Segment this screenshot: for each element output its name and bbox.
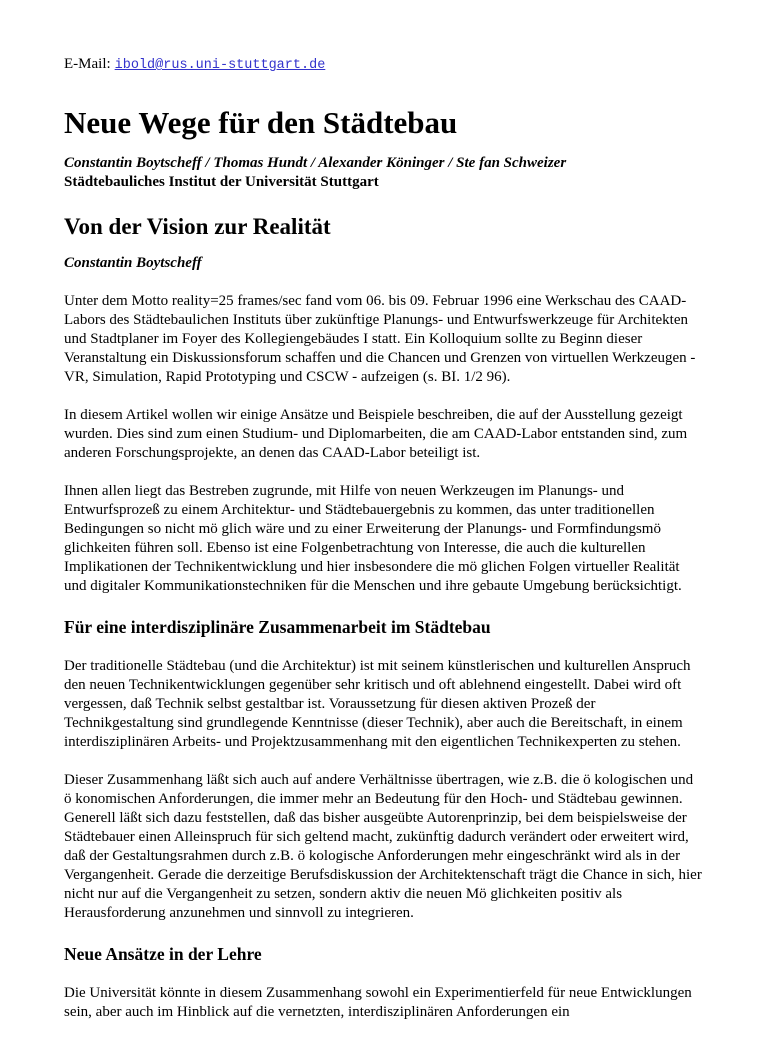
email-link[interactable]: ibold@rus.uni-stuttgart.de xyxy=(114,58,326,73)
paragraph: Unter dem Motto reality=25 frames/sec fand vom 06. bis 09. Februar 1996 eine Werkschau des CAAD-Labors des Städtebaulichen Instituts über zukünftige Planungs- und Entwurfswerkzeuge für Architekten und Stadtplaner im Foyer des Kollegiengebäudes I statt. Ein Kolloquium sollte zu Beginn dieser Veranstaltung ein Diskussionsforum schaffen und die Chancen und Grenzen von virtuellen Werkzeugen - VR, Simulation, Rapid Prototyping und CSCW - aufzeigen (s. BI. 1/2 96). xyxy=(64,293,696,385)
email-label: E-Mail: xyxy=(64,56,111,72)
section-byline: Constantin Boytscheff xyxy=(64,255,202,271)
section-heading-neue-ansaetze: Neue Ansätze in der Lehre xyxy=(64,944,262,964)
paragraph: Der traditionelle Städtebau (und die Architektur) ist mit seinem künstlerischen und kulturellen Anspruch den neuen Technikentwicklungen gegenüber sehr kritisch und oft ablehnend eingestellt. Dabei wird oft vergessen, daß Technik selbst gestaltbar ist. Voraussetzung für diesen aktiven Prozeß der Technikgestaltung sind grundlegende Kenntnisse (dieser Technik), aber auch die Bereitschaft, in einem interdisziplinären Arbeits- und Projektzusammenhang mit den eigentlichen Technikexperten zu stehen. xyxy=(64,658,691,750)
paragraph: Dieser Zusammenhang läßt sich auch auf andere Verhältnisse übertragen, wie z.B. die ö kologischen und ö konomischen Anforderungen, die immer mehr an Bedeutung für den Hoch- und Städtebau gewinnen. Generell läßt sich dazu feststellen, daß das bisher ausgeübte Autorenprinzip, bei dem beispielsweise der Städtebauer einen Alleinspruch für sich geltend macht, zukünftig dadurch verändert oder erweitert wird, daß der Gestaltungsrahmen durch z.B. ö kologische Anforderungen mehr eingeschränkt wird als in der Vergangenheit. Gerade die derzeitige Berufsdiskussion der Architektenschaft trägt die Chance in sich, hier nicht nur auf die Vergangenheit zu setzen, sondern aktiv die neuen Mö glichkeiten positiv als Herausforderung anzunehmen und sinnvoll zu integrieren. xyxy=(64,772,702,921)
paragraph: Ihnen allen liegt das Bestreben zugrunde, mit Hilfe von neuen Werkzeugen im Planungs- und Entwurfsprozeß zu einem Architektur- und Städtebauergebnis zu kommen, das unter traditionellen Bedingungen so nicht mö glich wäre und zu einer Erweiterung der Planungs- und Formfindungsmö glichkeiten führen soll. Ebenso ist eine Folgenbetrachtung von Interesse, die auch die kulturellen Implikationen der Technikentwicklung und hier insbesondere die mö glichen Folgen virtueller Realität und digitaler Kommunikationstechniken für die Menschen und ihre gebaute Umgebung berücksichtigt. xyxy=(64,483,682,594)
email-line xyxy=(64,55,704,75)
paragraph: Die Universität könnte in diesem Zusammenhang sowohl ein Experimentierfeld für neue Entwicklungen sein, aber auch im Hinblick auf die vernetzten, interdisziplinären Anforderungen ein xyxy=(64,985,692,1020)
institute-line: Städtebauliches Institut der Universität Stuttgart xyxy=(64,174,379,190)
page-title: Neue Wege für den Städtebau xyxy=(64,105,458,140)
authors-line: Constantin Boytscheff / Thomas Hundt / Alexander Köninger / Ste fan Schweizer xyxy=(64,155,567,171)
section-heading-von-der-vision: Von der Vision zur Realität xyxy=(64,214,331,239)
paragraph: In diesem Artikel wollen wir einige Ansätze und Beispiele beschreiben, die auf der Ausstellung gezeigt wurden. Dies sind zum einen Studium- und Diplomarbeiten, die am CAAD-Labor entstanden sind, zum anderen Forschungsprojekte, an denen das CAAD-Labor beteiligt ist. xyxy=(64,407,688,461)
section-heading-interdisziplinaere-zusammenarbeit: Für eine interdisziplinäre Zusammenarbeit im Städtebau xyxy=(64,617,491,637)
